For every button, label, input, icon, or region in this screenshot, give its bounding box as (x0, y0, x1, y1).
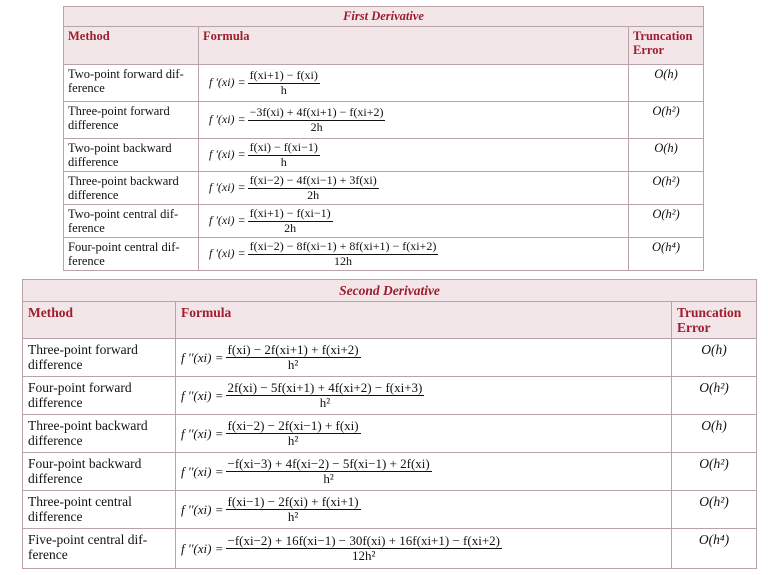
table-row (23, 529, 757, 569)
denominator: h² (287, 509, 299, 525)
truncation-error-cell: O(h) (672, 415, 757, 453)
method-cell: Four-point backward difference (23, 453, 176, 491)
table-row (64, 65, 704, 102)
fraction (226, 534, 502, 564)
method-cell: Two-point forward dif-ference (64, 65, 199, 102)
denominator: 2h (284, 220, 297, 235)
formula-cell (176, 377, 672, 415)
numerator: f(xi−1) − 2f(xi) + f(xi+1) (227, 493, 359, 509)
table-row (64, 238, 704, 271)
table-row (23, 491, 757, 529)
method-cell: Four-point forward difference (23, 377, 176, 415)
first-derivative-table (63, 6, 704, 271)
method-cell: Two-point central dif-ference (64, 205, 199, 238)
table-row (23, 415, 757, 453)
truncation-error-cell: O(h²) (629, 205, 704, 238)
table-row (64, 205, 704, 238)
first-derivative-title: First Derivative (64, 7, 704, 27)
denominator: 12h² (352, 548, 376, 564)
denominator: 2h (307, 187, 320, 202)
formula-cell (176, 491, 672, 529)
truncation-error-header: Truncation Error (672, 302, 757, 339)
method-cell: Three-point backward difference (23, 415, 176, 453)
formula-lhs: f '(xi) = (209, 180, 246, 195)
formula-cell (176, 529, 672, 569)
truncation-error-cell: O(h⁴) (672, 529, 757, 569)
numerator: f(xi−2) − 8f(xi−1) + 8f(xi+1) − f(xi+2) (249, 239, 437, 254)
formula-lhs: f '(xi) = (209, 213, 246, 228)
numerator: f(xi+1) − f(xi−1) (249, 206, 331, 221)
formula-lhs: f '(xi) = (209, 112, 246, 127)
method-cell: Three-point backward difference (64, 172, 199, 205)
numerator: −f(xi−3) + 4f(xi−2) − 5f(xi−1) + 2f(xi) (227, 455, 430, 471)
truncation-error-cell: O(h⁴) (629, 238, 704, 271)
fraction (226, 343, 361, 373)
formula-cell (199, 172, 629, 205)
truncation-error-cell: O(h²) (672, 377, 757, 415)
numerator: f(xi+1) − f(xi) (249, 68, 318, 83)
truncation-error-cell: O(h) (629, 139, 704, 172)
method-header: Method (64, 27, 199, 65)
formula-header: Formula (199, 27, 629, 65)
truncation-error-cell: O(h²) (672, 491, 757, 529)
numerator: f(xi−2) − 4f(xi−1) + 3f(xi) (249, 173, 377, 188)
method-cell: Three-point forward difference (64, 102, 199, 139)
fraction (248, 141, 320, 169)
fraction (226, 457, 432, 487)
method-cell: Two-point backward difference (64, 139, 199, 172)
fraction (248, 106, 386, 134)
fraction (248, 207, 333, 235)
table-row (23, 339, 757, 377)
numerator: −3f(xi) + 4f(xi+1) − f(xi+2) (249, 105, 384, 120)
denominator: h² (287, 433, 299, 449)
fraction (226, 495, 361, 525)
formula-lhs: f ''(xi) = (181, 501, 224, 517)
second-derivative-title: Second Derivative (23, 280, 757, 302)
method-cell: Three-point forward difference (23, 339, 176, 377)
truncation-error-cell: O(h) (672, 339, 757, 377)
table-row (23, 453, 757, 491)
method-cell: Five-point central dif-ference (23, 529, 176, 569)
denominator: h (280, 82, 287, 97)
denominator: h (280, 154, 287, 169)
formula-lhs: f '(xi) = (209, 246, 246, 261)
formula-lhs: f '(xi) = (209, 75, 246, 90)
numerator: f(xi−2) − 2f(xi−1) + f(xi) (227, 417, 359, 433)
method-cell: Three-point central difference (23, 491, 176, 529)
formula-cell (176, 415, 672, 453)
denominator: 12h (333, 253, 352, 268)
method-cell: Four-point central dif-ference (64, 238, 199, 271)
denominator: h² (287, 357, 299, 373)
table-row (23, 377, 757, 415)
fraction (248, 174, 379, 202)
formula-lhs: f '(xi) = (209, 147, 246, 162)
formula-cell (199, 102, 629, 139)
fraction (248, 69, 320, 97)
formula-lhs: f ''(xi) = (181, 540, 224, 556)
table-row (64, 172, 704, 205)
formula-cell (199, 205, 629, 238)
formula-cell (199, 65, 629, 102)
table-row (64, 139, 704, 172)
truncation-error-cell: O(h²) (629, 102, 704, 139)
formula-cell (199, 139, 629, 172)
formula-lhs: f ''(xi) = (181, 349, 224, 365)
formula-lhs: f ''(xi) = (181, 425, 224, 441)
formula-lhs: f ''(xi) = (181, 463, 224, 479)
formula-header: Formula (176, 302, 672, 339)
table-row (64, 102, 704, 139)
denominator: 2h (310, 119, 323, 134)
method-header: Method (23, 302, 176, 339)
truncation-error-cell: O(h²) (629, 172, 704, 205)
formula-lhs: f ''(xi) = (181, 387, 224, 403)
formula-cell (176, 453, 672, 491)
truncation-error-cell: O(h) (629, 65, 704, 102)
fraction (226, 419, 361, 449)
denominator: h² (323, 471, 334, 487)
denominator: h² (319, 395, 331, 411)
truncation-error-header: Truncation Error (629, 27, 704, 65)
formula-cell (199, 238, 629, 271)
numerator: f(xi) − f(xi−1) (249, 140, 318, 155)
fraction (226, 381, 425, 411)
numerator: 2f(xi) − 5f(xi+1) + 4f(xi+2) − f(xi+3) (227, 379, 423, 395)
truncation-error-cell: O(h²) (672, 453, 757, 491)
numerator: f(xi) − 2f(xi+1) + f(xi+2) (227, 341, 359, 357)
fraction (248, 240, 439, 268)
formula-cell (176, 339, 672, 377)
numerator: −f(xi−2) + 16f(xi−1) − 30f(xi) + 16f(xi+1) − f(xi+2) (227, 532, 500, 548)
second-derivative-table (22, 279, 757, 569)
